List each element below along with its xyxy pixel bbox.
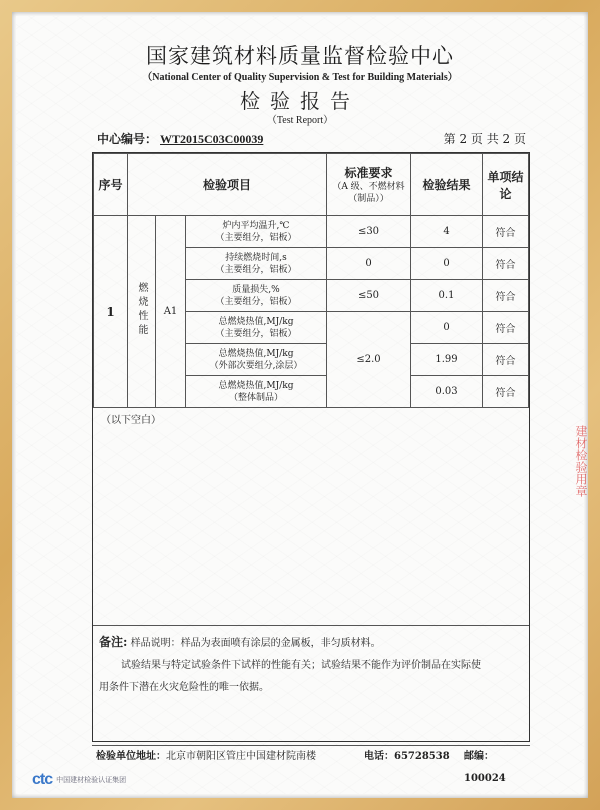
ctc-logo-text: 中国建材检验认证集团: [56, 777, 127, 784]
header-standard-sub: （A 级、不燃材料（制品））: [332, 182, 405, 204]
category-cell: 燃烧性能: [128, 216, 156, 408]
report-sheet: [92, 152, 530, 742]
ctc-logo-icon: ctc: [32, 771, 53, 788]
seq-cell: 1: [94, 216, 128, 408]
conclusion-cell: 符合: [483, 312, 529, 344]
report-title-en: （Test Report）: [266, 115, 334, 126]
item-cell: 总燃烧热值,MJ/kg （外部次要组分,涂层）: [186, 344, 327, 376]
center-title-cn: 国家建筑材料质量监督检验中心: [146, 44, 454, 68]
report-meta: [97, 130, 526, 146]
result-cell: 0: [411, 312, 483, 344]
blank-below-note: （以下空白）: [101, 415, 161, 426]
result-cell: 4: [411, 216, 483, 248]
address: 检验单位地址：北京市朝阳区管庄中国建材院南楼: [96, 751, 316, 762]
item-cell: 持续燃烧时间,s （主要组分，铝板）: [186, 248, 327, 280]
result-cell: 0: [411, 248, 483, 280]
item-cell: 总燃烧热值,MJ/kg （主要组分，铝板）: [186, 312, 327, 344]
report-title-cn: 检验报告: [240, 89, 360, 113]
red-seal-stamp: 建材检验用章: [574, 425, 588, 497]
item-cell: 炉内平均温升,℃ （主要组分，铝板）: [186, 216, 327, 248]
phone: 电话：65728538: [364, 751, 450, 762]
postcode: 邮编：100024: [464, 751, 506, 784]
remarks-line-1: 备注: 样品说明：样品为表面喷有涂层的金属板，非匀质材料。: [99, 635, 381, 649]
header-item: 检验项目: [128, 154, 327, 216]
header-result: 检验结果: [411, 154, 483, 216]
center-title-en: （National Center of Quality Supervision & Test for Building Materials）: [142, 72, 458, 83]
table-header-row: [94, 154, 529, 216]
conclusion-cell: 符合: [483, 248, 529, 280]
conclusion-cell: 符合: [483, 344, 529, 376]
conclusion-cell: 符合: [483, 376, 529, 408]
conclusion-cell: 符合: [483, 216, 529, 248]
header-seq: 序号: [94, 154, 128, 216]
standard-cell-merged: ≤2.0: [327, 312, 411, 408]
conclusion-cell: 符合: [483, 280, 529, 312]
grade-cell: A1: [156, 216, 186, 408]
center-number: [97, 130, 263, 147]
remarks-line-2: 试验结果与特定试验条件下试样的性能有关；试验结果不能作为评价制品在实际使: [121, 660, 481, 671]
center-number-label: 中心编号：: [97, 132, 158, 146]
page-info: 第 2 页 共 2 页: [443, 132, 526, 146]
result-cell: 0.1: [411, 280, 483, 312]
standard-cell: 0: [327, 248, 411, 280]
standard-cell: ≤50: [327, 280, 411, 312]
test-results-table: [93, 153, 529, 408]
result-cell: 0.03: [411, 376, 483, 408]
address-bar: [92, 745, 530, 784]
ctc-logo: [32, 771, 126, 789]
item-cell: 质量损失,% （主要组分，铝板）: [186, 280, 327, 312]
result-cell: 1.99: [411, 344, 483, 376]
center-number-value: WT2015C03C00039: [160, 132, 264, 146]
remarks-block: [99, 631, 527, 699]
standard-cell: ≤30: [327, 216, 411, 248]
table-row: [94, 216, 529, 248]
remarks-label: 备注:: [99, 635, 128, 649]
notes-divider: [93, 625, 529, 626]
item-cell: 总燃烧热值,MJ/kg （整体制品）: [186, 376, 327, 408]
header-conclusion: 单项结论: [483, 154, 529, 216]
header-standard: 标准要求 （A 级、不燃材料（制品））: [327, 154, 411, 216]
remarks-line-3: 用条件下潜在火灾危险性的唯一依据。: [99, 682, 269, 693]
